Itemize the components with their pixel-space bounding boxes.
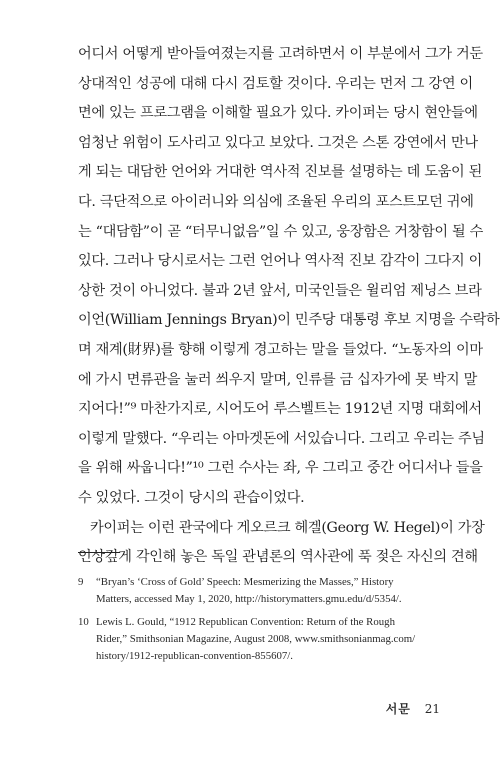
footnote-divider [78,552,120,553]
body-line: 이렇게 말했다. “우리는 아마겟돈에 서있습니다. 그리고 우리는 주님 [78,430,485,447]
page-footer [376,700,440,717]
body-line: 에 가시 면류관을 눌러 씌우지 말며, 인류를 금 십자가에 못 박지 말 [78,371,478,388]
section-title: 서문 [385,702,411,716]
body-line: 지어다!”⁹ 마찬가지로, 시어도어 루스벨트는 1912년 지명 대회에서 [78,401,482,418]
body-text [78,40,500,573]
page-number: 21 [424,702,440,716]
footnote-number: 9 [78,576,84,588]
body-line: 며 재계(財界)를 향해 이렇게 경고하는 말을 들었다. “노동자의 이마 [78,341,483,358]
body-line: 상한 것이 아니었다. 불과 2년 앞서, 미국인들은 윌리엄 제닝스 브라 [78,282,482,299]
footnote-line: Rider,” Smithsonian Magazine, August 2008, www.smithsonianmag.com/ [96,633,416,645]
body-line: 상대적인 성공에 대해 다시 검토할 것이다. 우리는 먼저 그 강연 이 [78,75,473,92]
footnote-number: 10 [78,616,89,628]
body-line: 게 되는 대담한 언어와 거대한 역사적 진보를 설명하는 데 도움이 된 [78,164,483,181]
body-line: 엄청난 위험이 도사리고 있다고 보았다. 그것은 스톤 강연에서 만나 [78,134,478,151]
body-line: 어디서 어떻게 받아들여졌는지를 고려하면서 이 부분에서 그가 거둔 [78,46,483,62]
body-line: 면에 있는 프로그램을 이해할 필요가 있다. 카이퍼는 당시 현안들에 [78,105,478,122]
footnote-line: history/1912-republican-convention-855607/. [96,650,294,662]
footnote-line: “Bryan’s ‘Cross of Gold’ Speech: Mesmerizing the Masses,” History [96,576,394,588]
footnote-9 [78,574,438,608]
body-line: 있다. 그러나 당시로서는 그런 언어나 역사적 진보 감각이 그다지 이 [78,253,483,270]
body-line: 을 위해 싸웁니다!”¹⁰ 그런 수사는 좌, 우 그리고 중간 어디서나 들을 [78,460,483,477]
footnotes [78,574,438,671]
body-line: 수 있었다. 그것이 당시의 관습이었다. [78,489,305,506]
body-line: 는 “대담함”이 곧 “터무니없음”일 수 있고, 웅장함은 거창함이 될 수 [78,223,484,240]
body-line: 인상깊게 각인해 놓은 독일 관념론의 역사관에 푹 젖은 자신의 견해 [78,549,478,566]
body-line: 다. 극단적으로 아이러니와 의심에 조율된 우리의 포스트모던 귀에 [78,193,474,210]
footnote-10 [78,614,438,665]
footnote-line: Matters, accessed May 1, 2020, http://historymatters.gmu.edu/d/5354/. [96,593,402,605]
body-line: 이언(William Jennings Bryan)이 민주당 대통령 후보 지명을 수락하 [78,312,500,329]
body-line-paragraph-start: 카이퍼는 이런 관국에다 게오르크 헤겔(Georg W. Hegel)이 가장 [90,519,485,536]
footnote-line: Lewis L. Gould, “1912 Republican Convention: Return of the Rough [96,616,395,628]
